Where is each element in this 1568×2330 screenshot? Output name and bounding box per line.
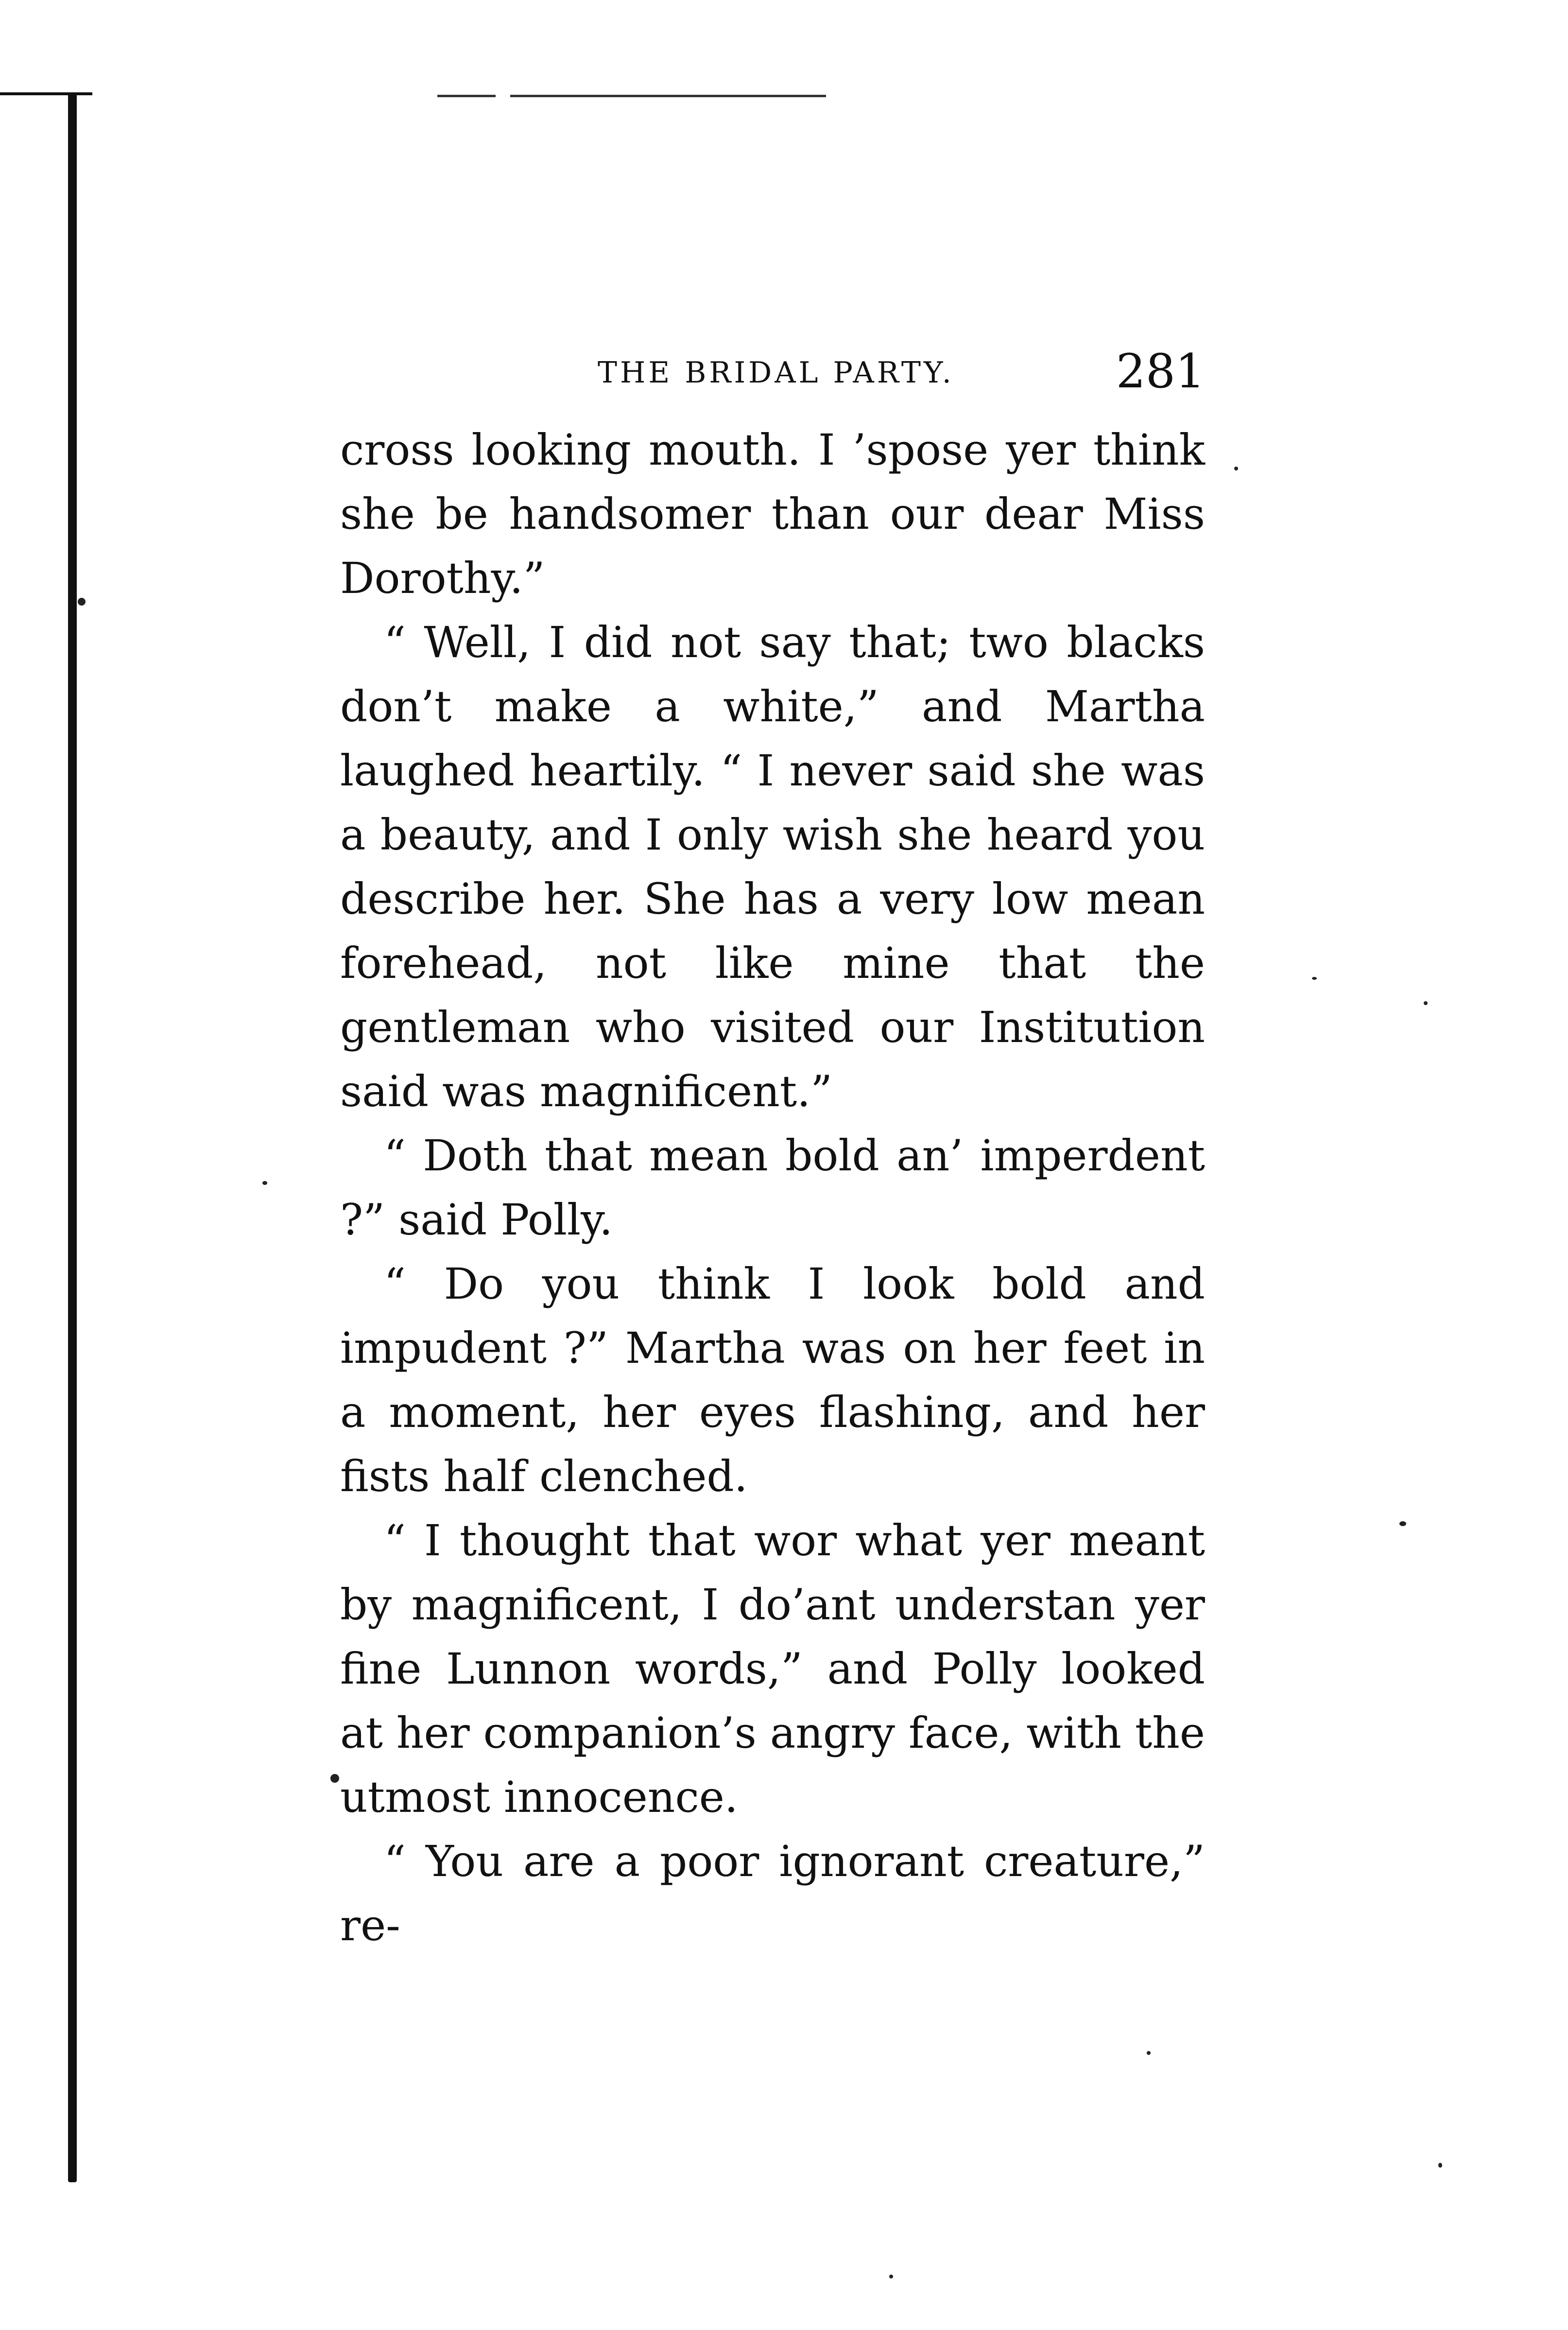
top-rule bbox=[510, 95, 826, 97]
top-rule-dash bbox=[437, 95, 496, 97]
ink-speck bbox=[1147, 2051, 1151, 2055]
ink-speck bbox=[889, 2275, 893, 2278]
paragraph-4: “ Do you think I look bold and impudent ?” Martha was on her feet in a moment, her eyes flashing, and her fists half clenched. bbox=[340, 1259, 1205, 1501]
ink-speck bbox=[1438, 2163, 1442, 2168]
binding-edge bbox=[68, 92, 77, 2182]
page-number: 281 bbox=[1116, 344, 1205, 399]
ink-speck bbox=[1234, 467, 1238, 470]
paragraph-5: “ I thought that wor what yer meant by magnificent, I do’ant understan yer fine Lunnon words,” and Polly looked at her companion’s angry face, with the utmost innocence. bbox=[340, 1515, 1205, 1822]
ink-speck bbox=[330, 1774, 339, 1783]
page-header bbox=[340, 335, 1205, 403]
paragraph-3: “ Doth that mean bold an’ imperdent ?” said Polly. bbox=[340, 1130, 1205, 1245]
ink-speck bbox=[262, 1181, 267, 1185]
paragraph-1: cross looking mouth. I ’spose yer think she be handsomer than our dear Miss Dorothy.” bbox=[340, 425, 1205, 603]
paragraph-2: “ Well, I did not say that; two blacks don’t make a white,” and Martha laughed heartily. “ I never said she was a beauty, and I only wish she heard you describe her. She has a very low mean forehead, not like mine that the gentleman who visited our Institution said was magnificent.” bbox=[340, 617, 1205, 1116]
body-text bbox=[340, 418, 1205, 1958]
running-head: THE BRIDAL PARTY. bbox=[598, 356, 954, 390]
ink-speck bbox=[1399, 1521, 1406, 1526]
paragraph-6: “ You are a poor ignorant creature,” re- bbox=[340, 1836, 1205, 1950]
ink-speck bbox=[78, 598, 86, 606]
ink-speck bbox=[1424, 1001, 1428, 1005]
binding-edge-top bbox=[0, 92, 92, 95]
ink-speck bbox=[1312, 977, 1317, 980]
